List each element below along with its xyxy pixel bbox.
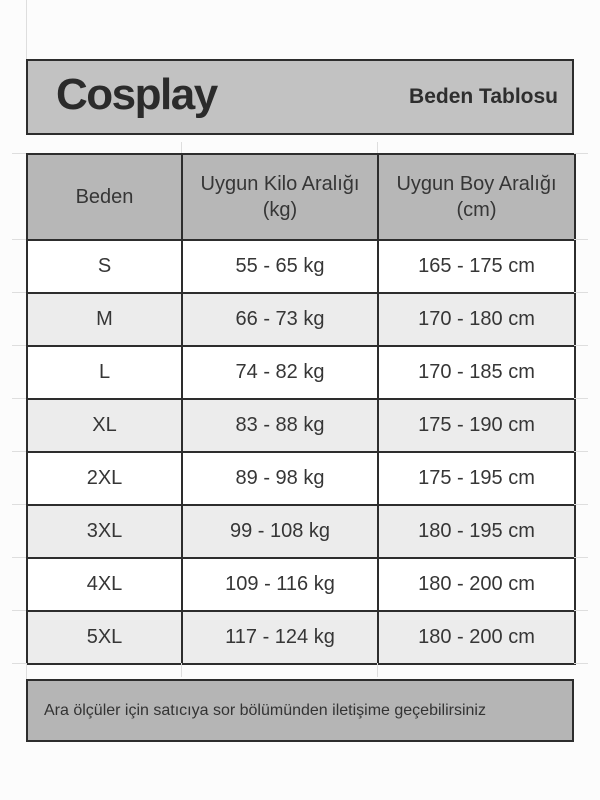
column-header-label: Uygun Kilo Aralığı	[200, 173, 360, 195]
gridline	[12, 345, 26, 346]
size-cell: 4XL	[27, 558, 182, 611]
height-range-cell: 175 - 190 cm	[378, 399, 575, 452]
gridline	[574, 153, 588, 154]
table-row	[27, 399, 575, 452]
gridline	[12, 153, 26, 154]
height-range-cell: 170 - 180 cm	[378, 293, 575, 346]
weight-range-cell: 89 - 98 kg	[182, 452, 378, 505]
size-cell: XL	[27, 399, 182, 452]
gridline	[181, 142, 182, 153]
gridline	[574, 451, 588, 452]
table-row	[27, 452, 575, 505]
weight-range-cell: 109 - 116 kg	[182, 558, 378, 611]
weight-range-cell: 83 - 88 kg	[182, 399, 378, 452]
column-header-weight	[182, 154, 378, 240]
gridline	[12, 398, 26, 399]
weight-range-cell: 74 - 82 kg	[182, 346, 378, 399]
gridline	[377, 663, 378, 677]
gridline	[26, 663, 27, 679]
size-cell: S	[27, 240, 182, 293]
gridline	[574, 398, 588, 399]
table-header-row	[27, 154, 575, 240]
gridline	[12, 292, 26, 293]
size-cell: L	[27, 346, 182, 399]
gridline	[12, 557, 26, 558]
column-header-size	[27, 154, 182, 240]
gridline	[574, 663, 588, 664]
header-bar	[26, 59, 574, 135]
size-cell: 2XL	[27, 452, 182, 505]
size-cell: 5XL	[27, 611, 182, 664]
size-cell: 3XL	[27, 505, 182, 558]
column-header-label: Uygun Boy Aralığı	[396, 173, 557, 195]
height-range-cell: 180 - 200 cm	[378, 558, 575, 611]
height-range-cell: 165 - 175 cm	[378, 240, 575, 293]
table-row	[27, 558, 575, 611]
weight-range-cell: 99 - 108 kg	[182, 505, 378, 558]
page-title: Beden Tablosu	[409, 85, 558, 108]
gridline	[12, 663, 26, 664]
gridline	[574, 610, 588, 611]
column-header-label: Beden	[75, 186, 134, 208]
column-header-height	[378, 154, 575, 240]
table-row	[27, 611, 575, 664]
column-header-unit: (kg)	[262, 199, 298, 221]
table-row	[27, 293, 575, 346]
table-row	[27, 240, 575, 293]
gridline	[12, 610, 26, 611]
brand-logo: Cosplay	[56, 70, 217, 119]
height-range-cell: 170 - 185 cm	[378, 346, 575, 399]
gridline	[377, 142, 378, 153]
gridline	[181, 663, 182, 677]
footer-note-box	[26, 679, 574, 742]
weight-range-cell: 117 - 124 kg	[182, 611, 378, 664]
table-row	[27, 505, 575, 558]
column-header-unit: (cm)	[456, 199, 497, 221]
size-table	[26, 153, 576, 665]
footer-note-text: Ara ölçüler için satıcıya sor bölümünden iletişime geçebilirsiniz	[44, 701, 486, 719]
height-range-cell: 175 - 195 cm	[378, 452, 575, 505]
gridline	[12, 239, 26, 240]
gridline	[574, 557, 588, 558]
gridline	[12, 451, 26, 452]
gridline	[26, 0, 27, 59]
gridline	[574, 345, 588, 346]
gridline	[12, 504, 26, 505]
gridline	[574, 504, 588, 505]
table-row	[27, 346, 575, 399]
height-range-cell: 180 - 200 cm	[378, 611, 575, 664]
gridline	[574, 292, 588, 293]
size-cell: M	[27, 293, 182, 346]
height-range-cell: 180 - 195 cm	[378, 505, 575, 558]
gridline	[574, 239, 588, 240]
weight-range-cell: 66 - 73 kg	[182, 293, 378, 346]
weight-range-cell: 55 - 65 kg	[182, 240, 378, 293]
